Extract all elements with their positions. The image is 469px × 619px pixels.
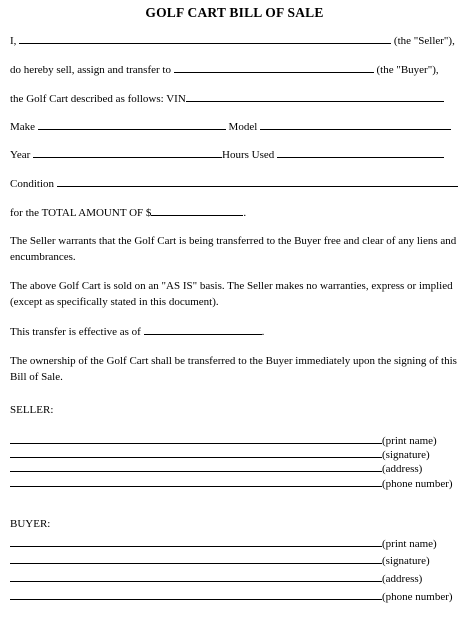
seller-line-suffix: (the "Seller"), bbox=[393, 35, 455, 47]
year-field[interactable] bbox=[33, 147, 222, 158]
effective-label: This transfer is effective as of bbox=[10, 326, 141, 338]
make-field[interactable] bbox=[38, 119, 226, 130]
condition-label: Condition bbox=[10, 178, 55, 190]
seller-address-row bbox=[10, 461, 465, 476]
seller-address-label: (address) bbox=[382, 463, 423, 475]
model-field[interactable] bbox=[260, 119, 451, 130]
seller-address-field[interactable] bbox=[10, 461, 382, 472]
seller-signature-field[interactable] bbox=[10, 447, 382, 458]
buyer-phone-label: (phone number) bbox=[382, 591, 453, 603]
warranty-paragraph: The Seller warrants that the Golf Cart is being transferred to the Buyer free and clear of any liens and encumbrances. bbox=[10, 235, 457, 263]
buyer-print-name-field[interactable] bbox=[10, 536, 382, 547]
seller-line bbox=[10, 33, 462, 48]
buyer-line-suffix: (the "Buyer"), bbox=[376, 64, 439, 76]
buyer-signature-row bbox=[10, 553, 465, 568]
amount-suffix: . bbox=[243, 207, 247, 219]
document-title: GOLF CART BILL OF SALE bbox=[145, 5, 324, 20]
buyer-phone-field[interactable] bbox=[10, 589, 382, 600]
vin-label: the Golf Cart described as follows: VIN bbox=[10, 93, 186, 105]
model-label: Model bbox=[228, 121, 258, 133]
make-model-line bbox=[10, 119, 462, 134]
amount-line bbox=[10, 205, 462, 220]
seller-heading: SELLER: bbox=[10, 404, 54, 416]
year-label: Year bbox=[10, 149, 31, 161]
hours-field[interactable] bbox=[277, 147, 444, 158]
seller-phone-label: (phone number) bbox=[382, 478, 453, 490]
year-hours-line bbox=[10, 147, 462, 162]
seller-phone-field[interactable] bbox=[10, 476, 382, 487]
buyer-address-field[interactable] bbox=[10, 571, 382, 582]
effective-date-field[interactable] bbox=[144, 324, 262, 335]
seller-print-name-label: (print name) bbox=[382, 435, 437, 447]
vin-field[interactable] bbox=[186, 91, 444, 102]
buyer-line-prefix: do hereby sell, assign and transfer to bbox=[10, 64, 171, 76]
hours-label: Hours Used bbox=[222, 149, 275, 161]
buyer-print-name-label: (print name) bbox=[382, 538, 437, 550]
buyer-line bbox=[10, 62, 462, 77]
buyer-address-label: (address) bbox=[382, 573, 423, 585]
seller-print-name-field[interactable] bbox=[10, 433, 382, 444]
condition-line bbox=[10, 176, 462, 191]
buyer-signature-label: (signature) bbox=[382, 555, 430, 567]
effective-line bbox=[10, 324, 462, 339]
amount-label: for the TOTAL AMOUNT OF $ bbox=[10, 207, 152, 219]
amount-field[interactable] bbox=[151, 205, 243, 216]
buyer-name-field[interactable] bbox=[174, 62, 374, 73]
seller-line-prefix: I, bbox=[10, 35, 17, 47]
buyer-phone-row bbox=[10, 589, 465, 604]
seller-print-name-row bbox=[10, 433, 465, 448]
seller-signature-row bbox=[10, 447, 465, 462]
seller-name-field[interactable] bbox=[19, 33, 391, 44]
vin-line bbox=[10, 91, 462, 106]
make-label: Make bbox=[10, 121, 36, 133]
effective-suffix: . bbox=[261, 326, 265, 338]
seller-signature-label: (signature) bbox=[382, 449, 430, 461]
buyer-print-name-row bbox=[10, 536, 465, 551]
condition-field[interactable] bbox=[57, 176, 458, 187]
ownership-paragraph: The ownership of the Golf Cart shall be transferred to the Buyer immediately upon the signing of this Bill of Sale. bbox=[10, 355, 457, 383]
buyer-heading: BUYER: bbox=[10, 518, 51, 530]
as-is-paragraph: The above Golf Cart is sold on an "AS IS" basis. The Seller makes no warranties, express or implied (except as specifically stated in this document). bbox=[10, 280, 453, 308]
seller-phone-row bbox=[10, 476, 465, 491]
buyer-signature-field[interactable] bbox=[10, 553, 382, 564]
buyer-address-row bbox=[10, 571, 465, 586]
